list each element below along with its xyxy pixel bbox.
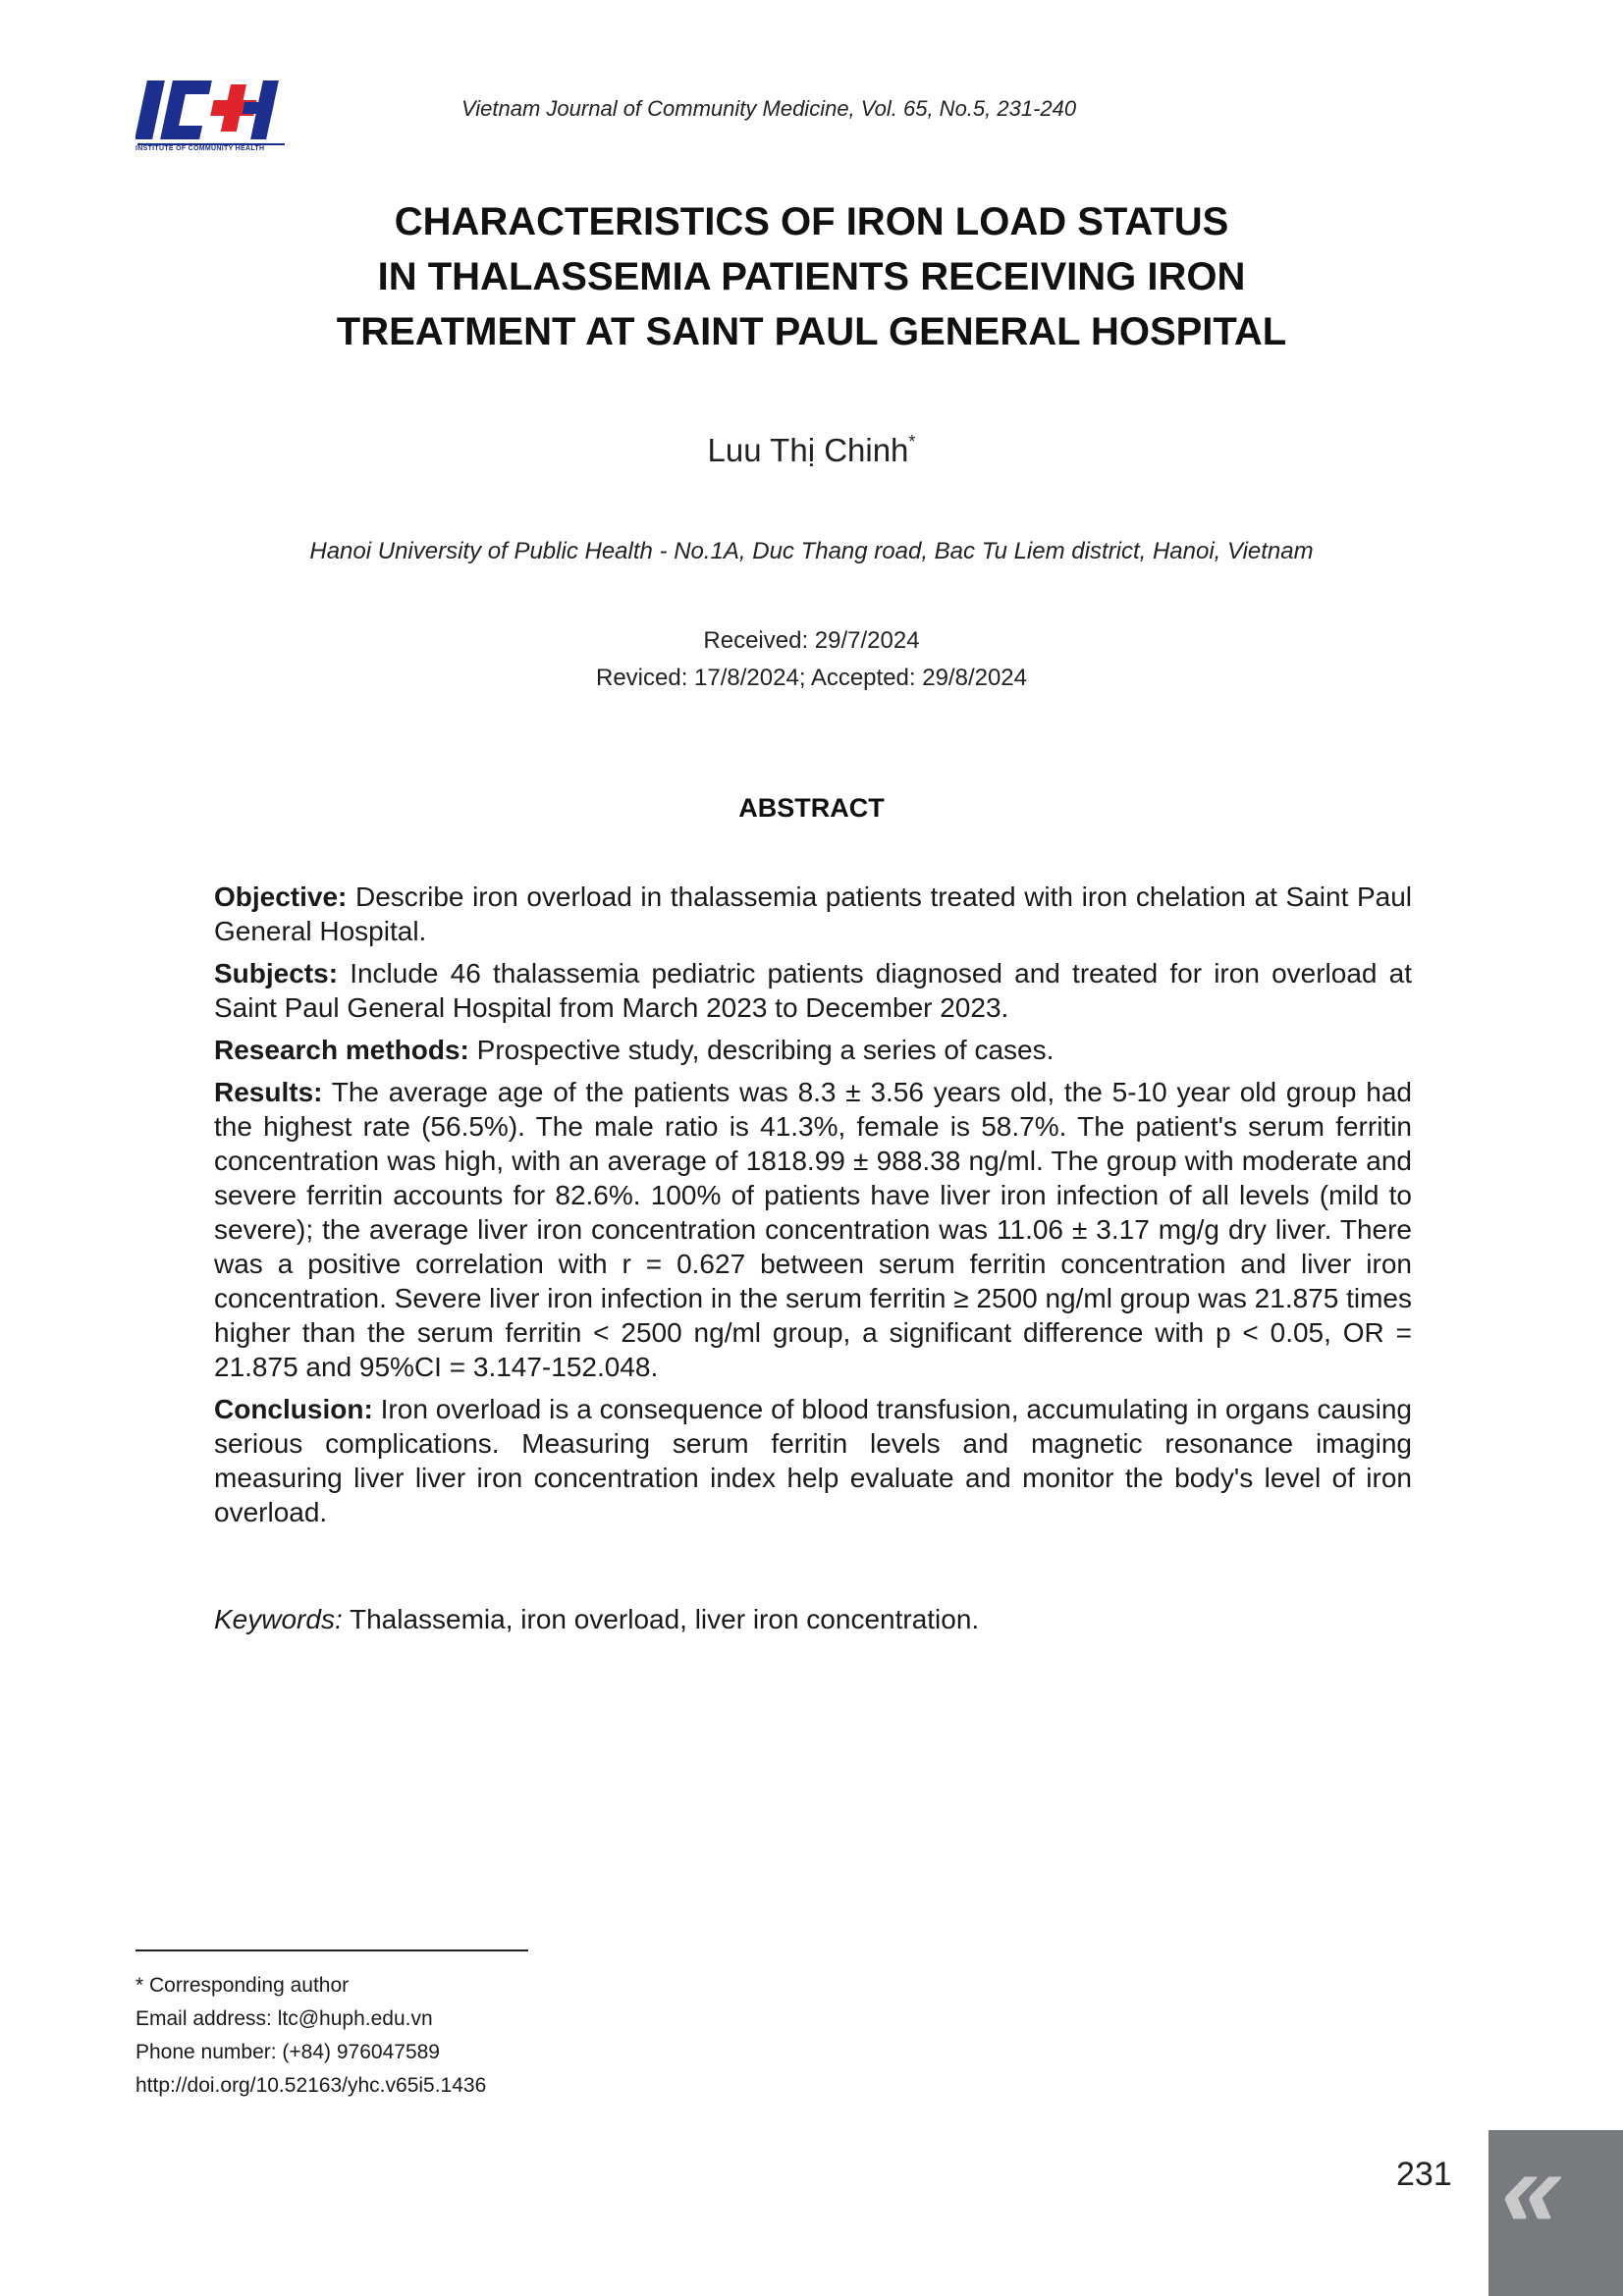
dates bbox=[0, 622, 1623, 697]
keywords-text: Thalassemia, iron overload, liver iron concentration. bbox=[342, 1604, 980, 1634]
author-mark: * bbox=[908, 432, 916, 452]
objective-label: Objective: bbox=[214, 881, 348, 912]
title-line: CHARACTERISTICS OF IRON LOAD STATUS bbox=[394, 200, 1229, 243]
page-tab bbox=[1488, 2130, 1623, 2296]
abstract-heading: ABSTRACT bbox=[738, 793, 885, 823]
abstract-subjects bbox=[214, 956, 1412, 1025]
keywords-label: Keywords: bbox=[214, 1604, 343, 1634]
conclusion-text: Iron overload is a consequence of blood transfusion, accumulating in organs causing serious complications. Measuring serum ferritin levels and magnetic resonance imaging measuring liver liver iron concentration index help evaluate and monitor the body's level of iron overload. bbox=[214, 1394, 1412, 1527]
results-text: The average age of the patients was 8.3 ± 3.56 years old, the 5-10 year old group had the highest rate (56.5%). The male ratio is 41.3%, female is 58.7%. The patient's serum ferritin concentration was high, with an average of 1818.99 ± 988.38 ng/ml. The group with moderate and severe ferritin accounts for 82.6%. 100% of patients have liver iron infection of all levels (mild to severe); the average liver iron concentration concentration was 11.06 ± 3.17 mg/g dry liver. There was a positive correlation with r = 0.627 between serum ferritin concentration and liver iron concentration. Severe liver iron infection in the serum ferritin ≥ 2500 ng/ml group was 21.875 times higher than the serum ferritin < 2500 ng/ml group, a significant difference with p < 0.05, OR = 21.875 and 95%CI = 3.147-152.048. bbox=[214, 1077, 1412, 1382]
objective-text: Describe iron overload in thalassemia patients treated with iron chelation at Saint Paul General Hospital. bbox=[214, 881, 1412, 946]
paper-title bbox=[0, 194, 1623, 359]
conclusion-label: Conclusion: bbox=[214, 1394, 373, 1424]
phone-note: Phone number: (+84) 976047589 bbox=[135, 2041, 440, 2063]
subjects-label: Subjects: bbox=[214, 958, 339, 988]
page-number: 231 bbox=[1396, 2156, 1452, 2193]
author-name: Luu Thị Chinh bbox=[707, 432, 909, 468]
double-chevron-left-icon: « bbox=[1487, 2129, 1580, 2250]
abstract-conclusion bbox=[214, 1392, 1412, 1529]
footnotes bbox=[135, 1969, 486, 2103]
abstract-objective bbox=[214, 880, 1412, 948]
methods-text: Prospective study, describing a series of cases. bbox=[468, 1035, 1055, 1065]
author bbox=[0, 432, 1623, 469]
footnote-divider bbox=[135, 1949, 528, 1951]
subjects-text: Include 46 thalassemia pediatric patients diagnosed and treated for iron overload at Saint Paul General Hospital from March 2023 to December 2023. bbox=[214, 958, 1412, 1023]
received-date: Received: 29/7/2024 bbox=[703, 627, 920, 654]
title-line: IN THALASSEMIA PATIENTS RECEIVING IRON bbox=[377, 255, 1246, 298]
methods-label: Research methods: bbox=[214, 1035, 469, 1065]
results-label: Results: bbox=[214, 1077, 323, 1107]
corresponding-author-note: * Corresponding author bbox=[135, 1974, 350, 1997]
title-line: TREATMENT AT SAINT PAUL GENERAL HOSPITAL bbox=[336, 310, 1287, 353]
doi-link[interactable]: http://doi.org/10.52163/yhc.v65i5.1436 bbox=[135, 2074, 487, 2097]
abstract-methods bbox=[214, 1033, 1412, 1067]
logo-subtext: INSTITUTE OF COMMUNITY HEALTH bbox=[135, 145, 265, 152]
keywords bbox=[214, 1604, 1412, 1635]
abstract-results bbox=[214, 1075, 1412, 1384]
journal-citation: Vietnam Journal of Community Medicine, Vol. 65, No.5, 231-240 bbox=[461, 96, 1077, 121]
revised-accepted-date: Reviced: 17/8/2024; Accepted: 29/8/2024 bbox=[596, 665, 1027, 691]
email-note: Email address: ltc@huph.edu.vn bbox=[135, 2007, 433, 2030]
affiliation: Hanoi University of Public Health - No.1A, Duc Thang road, Bac Tu Liem district, Hanoi, Vietnam bbox=[309, 538, 1314, 564]
abstract-body bbox=[214, 880, 1412, 1537]
